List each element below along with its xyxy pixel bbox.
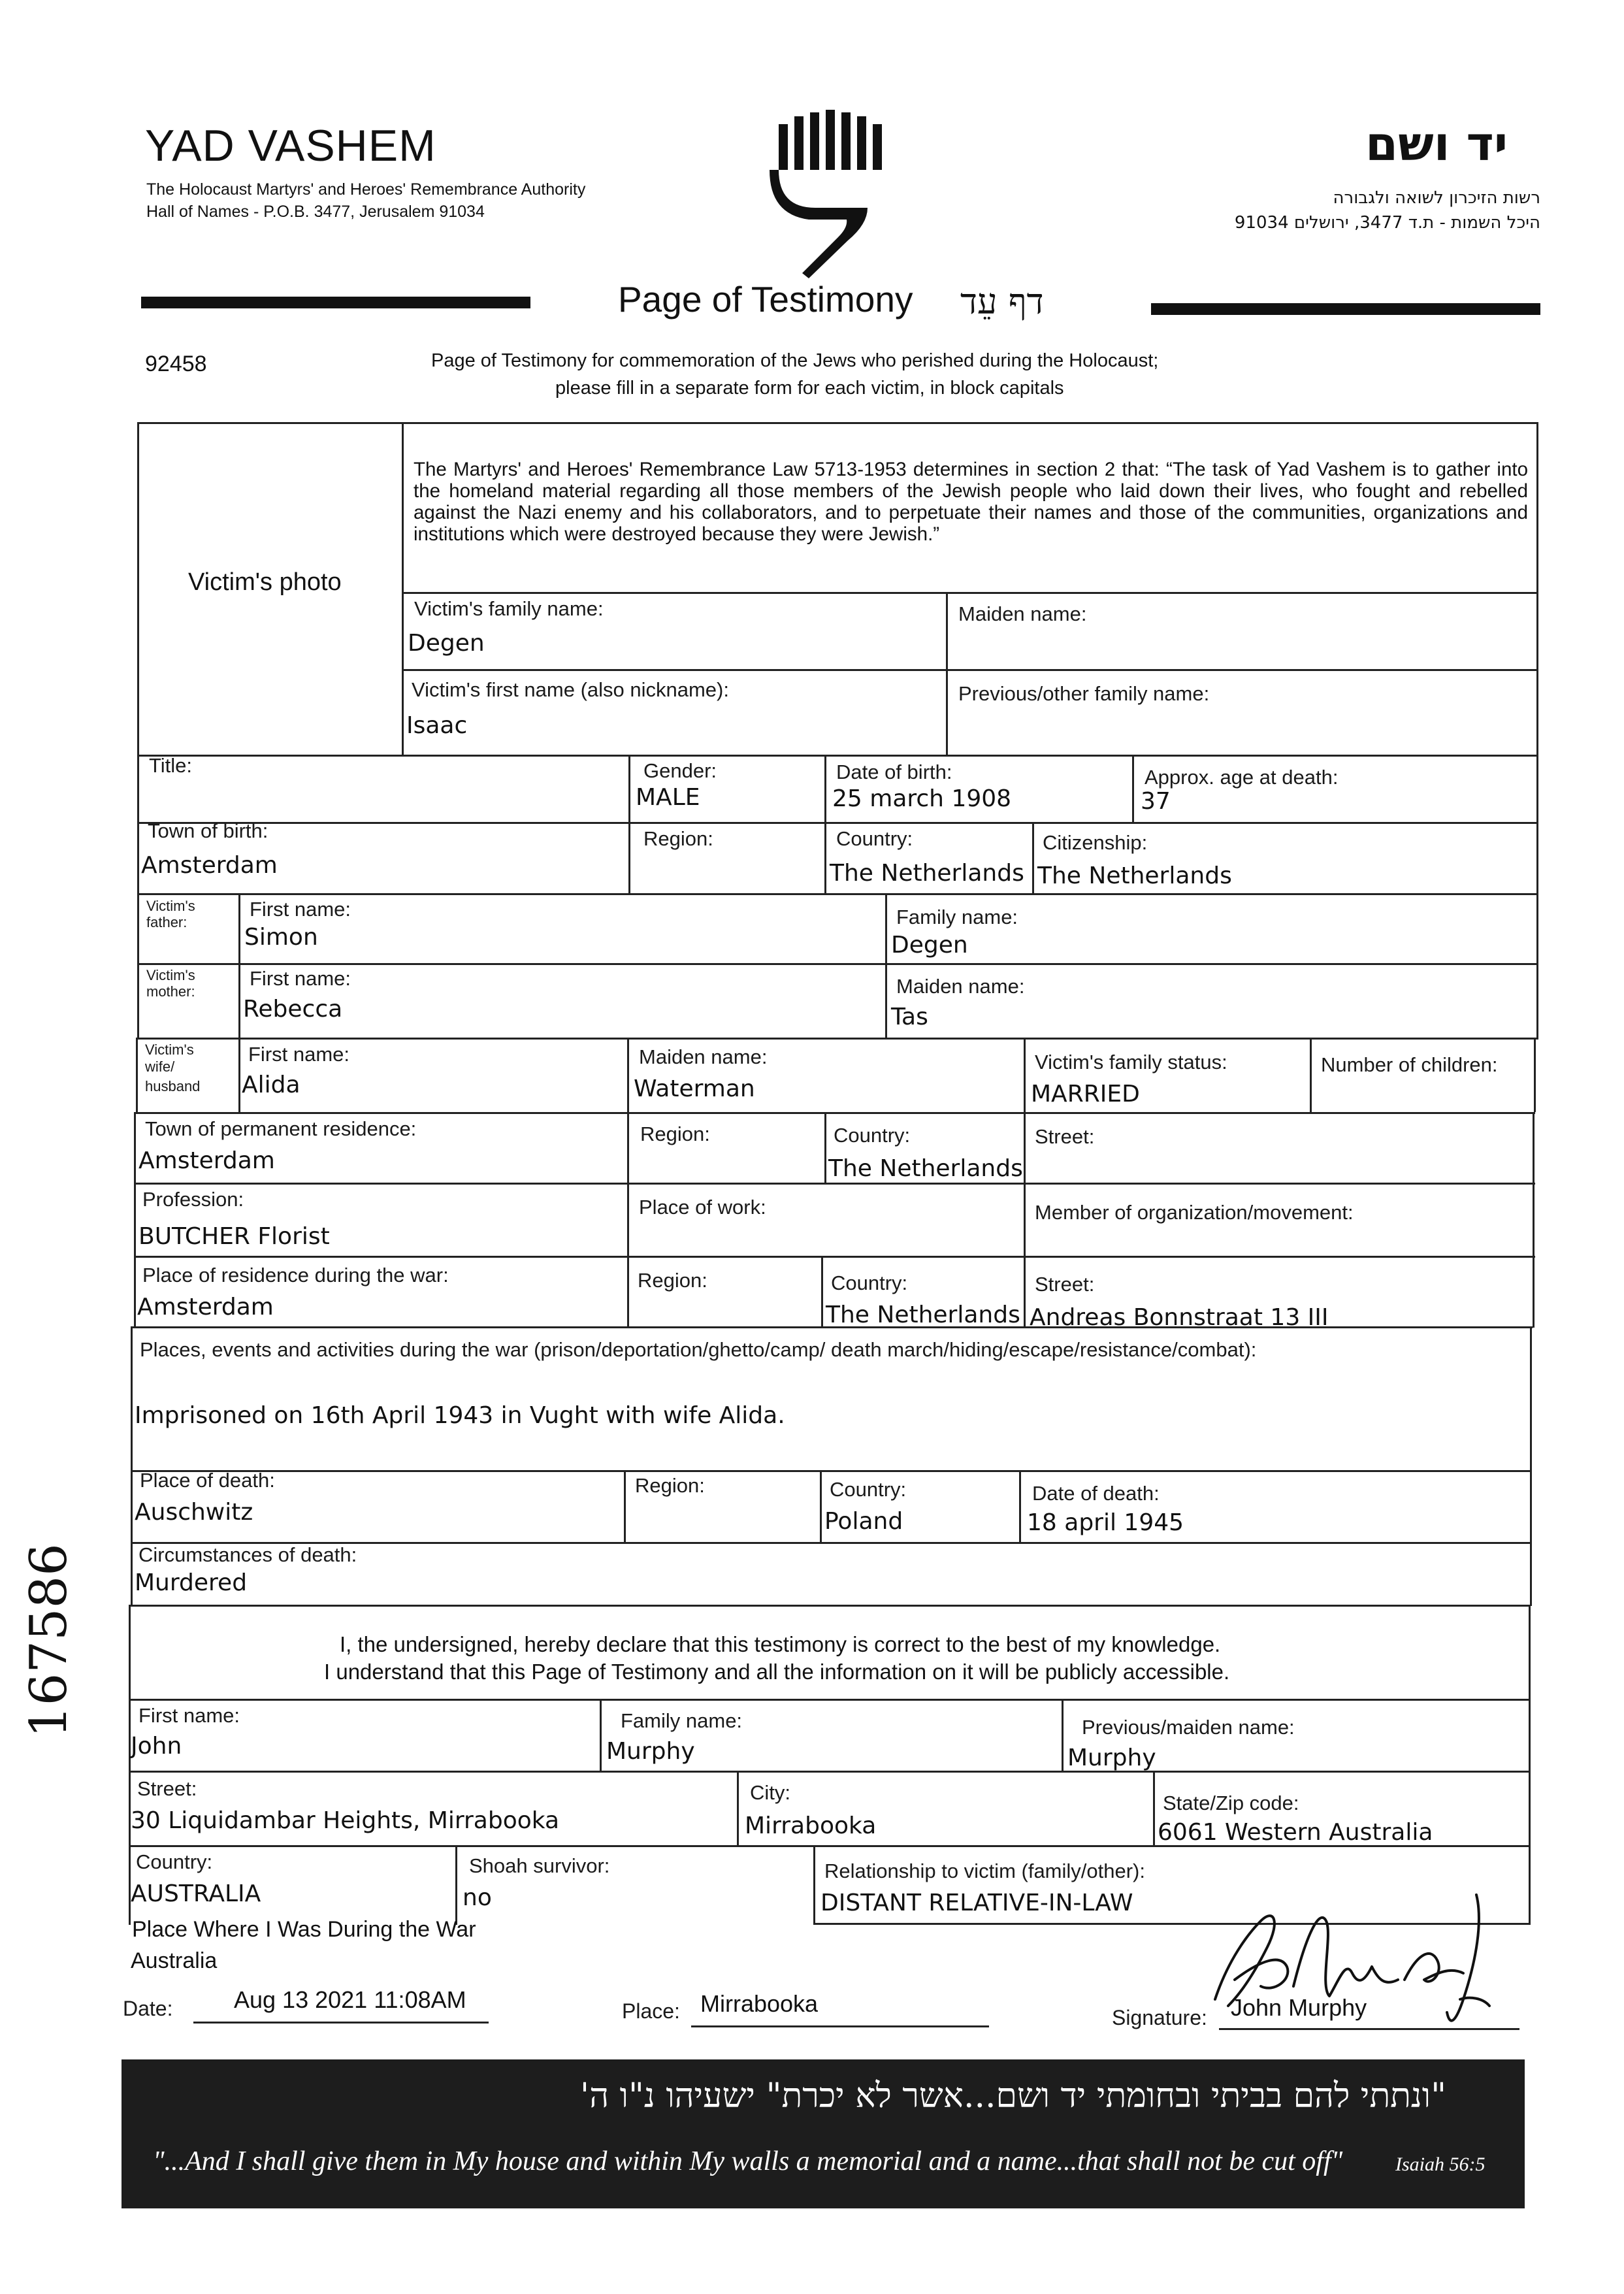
submitter-family-value[interactable]: Murphy bbox=[606, 1738, 695, 1765]
rule bbox=[137, 755, 139, 824]
rule bbox=[1153, 1771, 1155, 1846]
war-place-value[interactable]: Amsterdam bbox=[137, 1294, 274, 1320]
first-name-value[interactable]: Isaac bbox=[406, 712, 468, 739]
relationship-value[interactable]: DISTANT RELATIVE-IN-LAW bbox=[820, 1890, 1133, 1916]
form-number: 92458 bbox=[145, 352, 207, 376]
margin-note: 167586 bbox=[20, 1543, 78, 1738]
rule bbox=[137, 422, 139, 757]
death-place-value[interactable]: Auschwitz bbox=[135, 1499, 253, 1526]
father-row-label: Victim's father: bbox=[146, 898, 195, 931]
mother-first-label: First name: bbox=[250, 967, 351, 990]
spouse-row-label-3: husband bbox=[145, 1078, 201, 1094]
declaration-line-1: I, the undersigned, hereby declare that this testimony is correct to the best of my knowledge. bbox=[340, 1632, 1221, 1656]
rule bbox=[1529, 1605, 1531, 1925]
death-date-label: Date of death: bbox=[1032, 1482, 1160, 1505]
rule bbox=[129, 1605, 131, 1925]
rule bbox=[1062, 1699, 1064, 1772]
header-rule-right bbox=[1151, 303, 1540, 315]
footer-citation: Isaiah 56:5 bbox=[1395, 2154, 1486, 2175]
residence-town-label: Town of permanent residence: bbox=[145, 1117, 417, 1140]
war-street-value[interactable]: Andreas Bonnstraat 13 III bbox=[1030, 1304, 1329, 1331]
war-country-label: Country: bbox=[831, 1271, 908, 1294]
father-family-label: Family name: bbox=[896, 906, 1018, 928]
rule bbox=[137, 1038, 1538, 1040]
father-first-value[interactable]: Simon bbox=[244, 924, 318, 951]
footer-english-quote: "...And I shall give them in My house and within My walls a memorial and a name...that shall not be cut off" bbox=[153, 2146, 1343, 2176]
events-value[interactable]: Imprisoned on 16th April 1943 in Vught with wife Alida. bbox=[135, 1402, 785, 1429]
submitter-city-value[interactable]: Mirrabooka bbox=[745, 1812, 877, 1839]
family-name-value[interactable]: Degen bbox=[408, 630, 485, 657]
submitter-country-label: Country: bbox=[136, 1850, 213, 1873]
region-label: Region: bbox=[643, 827, 713, 850]
footer-hebrew-quote: "ונתתי להם בביתי ובחומתי יד ושם...אשר לא יכרת" ישעיהו נ"ו ה' bbox=[579, 2076, 1446, 2116]
shoah-survivor-value[interactable]: no bbox=[463, 1884, 492, 1911]
rule bbox=[137, 893, 1538, 895]
rule bbox=[824, 755, 826, 824]
father-family-value[interactable]: Degen bbox=[891, 932, 968, 959]
submitter-street-label: Street: bbox=[137, 1777, 197, 1800]
war-street-label: Street: bbox=[1035, 1273, 1095, 1296]
residence-country-value[interactable]: The Netherlands bbox=[828, 1155, 1023, 1182]
rule bbox=[137, 422, 1538, 424]
footer-banner bbox=[122, 2059, 1525, 2208]
submitter-country-value[interactable]: AUSTRALIA bbox=[131, 1880, 261, 1907]
photo-label: Victim's photo bbox=[188, 568, 342, 596]
rule bbox=[1310, 1038, 1312, 1112]
mother-first-value[interactable]: Rebecca bbox=[243, 996, 343, 1023]
rule bbox=[129, 1771, 1529, 1773]
submitter-street-value[interactable]: 30 Liquidambar Heights, Mirrabooka bbox=[131, 1807, 560, 1834]
country-birth-value[interactable]: The Netherlands bbox=[830, 860, 1024, 887]
submitter-state-value[interactable]: 6061 Western Australia bbox=[1158, 1819, 1433, 1846]
rule bbox=[821, 1256, 823, 1328]
rule bbox=[628, 822, 630, 895]
gender-label: Gender: bbox=[643, 759, 717, 782]
rule bbox=[137, 755, 1538, 757]
page-title: Page of Testimony bbox=[618, 279, 913, 320]
rule bbox=[1530, 1542, 1532, 1606]
org-subtitle: The Holocaust Martyrs' and Heroes' Remembrance Authority bbox=[146, 180, 586, 199]
war-country-value[interactable]: The Netherlands bbox=[826, 1302, 1020, 1328]
rule bbox=[131, 1326, 133, 1471]
submitter-first-value[interactable]: John bbox=[131, 1733, 182, 1760]
submitter-prev-label: Previous/maiden name: bbox=[1082, 1716, 1295, 1739]
submitter-city-label: City: bbox=[750, 1781, 790, 1804]
residence-street-label: Street: bbox=[1035, 1125, 1095, 1148]
org-name: YAD VASHEM bbox=[145, 121, 436, 171]
maiden-name-label: Maiden name: bbox=[958, 602, 1087, 625]
org-address: Hall of Names - P.O.B. 3477, Jerusalem 91034 bbox=[146, 203, 485, 221]
rule bbox=[129, 1699, 1529, 1701]
hebrew-org-address: היכל השמות - ת.ד 3477, ירושלים 91034 bbox=[1234, 213, 1540, 233]
date-underline bbox=[193, 2022, 489, 2024]
intro-line-2: please fill in a separate form for each victim, in block capitals bbox=[555, 378, 1064, 399]
mother-maiden-value[interactable]: Tas bbox=[891, 1004, 928, 1030]
shoah-survivor-label: Shoah survivor: bbox=[469, 1854, 610, 1877]
work-label: Place of work: bbox=[639, 1196, 766, 1219]
signature-underline bbox=[1219, 2028, 1519, 2030]
residence-country-label: Country: bbox=[834, 1124, 911, 1147]
rule bbox=[402, 422, 404, 757]
town-birth-value[interactable]: Amsterdam bbox=[141, 852, 278, 879]
rule bbox=[1132, 755, 1134, 824]
date-value[interactable]: Aug 13 2021 11:08AM bbox=[234, 1986, 466, 2013]
rule bbox=[131, 1542, 133, 1606]
rule bbox=[134, 1256, 1535, 1258]
place-underline bbox=[691, 2025, 989, 2027]
family-status-label: Victim's family status: bbox=[1035, 1051, 1227, 1073]
rule bbox=[628, 755, 630, 824]
page-title-hebrew: דף עֵד bbox=[960, 281, 1044, 322]
war-place-label: Place of residence during the war: bbox=[142, 1264, 449, 1286]
rule bbox=[238, 1038, 240, 1112]
rule bbox=[1530, 1326, 1532, 1471]
rule bbox=[1024, 1112, 1026, 1328]
hebrew-org-subtitle: רשות הזיכרון לשואה ולגבורה bbox=[1333, 188, 1540, 208]
rule bbox=[131, 1470, 133, 1543]
town-birth-label: Town of birth: bbox=[148, 819, 268, 842]
rule bbox=[455, 1845, 457, 1925]
member-label: Member of organization/movement: bbox=[1035, 1201, 1354, 1224]
gender-value[interactable]: MALE bbox=[636, 784, 700, 811]
father-first-label: First name: bbox=[250, 898, 351, 921]
mother-maiden-label: Maiden name: bbox=[896, 975, 1025, 998]
family-name-label: Victim's family name: bbox=[414, 597, 604, 620]
war-location-label: Place Where I Was During the War bbox=[132, 1917, 476, 1942]
submitter-state-label: State/Zip code: bbox=[1163, 1792, 1299, 1814]
spouse-first-label: First name: bbox=[248, 1043, 350, 1066]
profession-value[interactable]: BUTCHER Florist bbox=[138, 1223, 330, 1250]
spouse-row-label-2: wife/ bbox=[145, 1058, 175, 1075]
death-country-label: Country: bbox=[830, 1478, 907, 1501]
submitter-family-label: Family name: bbox=[621, 1709, 743, 1732]
residence-region-label: Region: bbox=[640, 1122, 710, 1145]
rule bbox=[1032, 822, 1034, 895]
rule bbox=[1019, 1470, 1021, 1543]
dob-value[interactable]: 25 march 1908 bbox=[832, 785, 1012, 812]
spouse-maiden-value[interactable]: Waterman bbox=[634, 1075, 755, 1102]
rule bbox=[1536, 422, 1538, 757]
rule bbox=[813, 1845, 815, 1925]
place-value[interactable]: Mirrabooka bbox=[700, 1990, 819, 2017]
death-place-label: Place of death: bbox=[140, 1469, 275, 1492]
death-circumstances-value[interactable]: Murdered bbox=[135, 1569, 248, 1596]
signature-name: John Murphy bbox=[1231, 1994, 1367, 2021]
date-label: Date: bbox=[123, 1997, 173, 2020]
rule bbox=[136, 1038, 138, 1112]
citizenship-label: Citizenship: bbox=[1043, 831, 1148, 854]
rule bbox=[134, 1183, 1535, 1185]
rule bbox=[1536, 893, 1538, 1038]
rule bbox=[1536, 822, 1538, 895]
residence-town-value[interactable]: Amsterdam bbox=[138, 1147, 275, 1174]
rule bbox=[137, 822, 1538, 824]
profession-label: Profession: bbox=[142, 1188, 244, 1211]
rule bbox=[134, 1112, 136, 1328]
rule bbox=[737, 1771, 739, 1846]
rule bbox=[402, 669, 1538, 671]
events-label: Places, events and activities during the war (prison/deportation/ghetto/camp/ death march/hiding/escape/resistance/combat): bbox=[140, 1338, 1257, 1361]
rule bbox=[820, 1470, 822, 1543]
place-label: Place: bbox=[622, 1999, 680, 2023]
war-location-value[interactable]: Australia bbox=[131, 1948, 218, 1973]
signature-label: Signature: bbox=[1112, 2006, 1207, 2029]
rule bbox=[1536, 755, 1538, 824]
spouse-maiden-label: Maiden name: bbox=[639, 1045, 768, 1068]
spouse-row-label-1: Victim's bbox=[145, 1041, 194, 1058]
rule bbox=[129, 1605, 1530, 1607]
death-circumstances-label: Circumstances of death: bbox=[138, 1543, 357, 1566]
previous-name-label: Previous/other family name: bbox=[958, 682, 1210, 705]
relationship-label: Relationship to victim (family/other): bbox=[824, 1860, 1145, 1882]
mother-row-label: Victim's mother: bbox=[146, 967, 195, 1000]
country-label: Country: bbox=[836, 827, 913, 850]
law-text: The Martyrs' and Heroes' Remembrance Law 5713-1953 determines in section 2 that: “The task of Yad Vashem is to gather into the homeland material regarding all those members of the Jewish people who laid down their lives, who fought and rebelled against the Nazi enemy and his collaborators, and to perpetuate their names and those of the communities, organizations and institutions which were destroyed because they were Jewish.” bbox=[414, 459, 1528, 545]
rule bbox=[131, 1470, 1532, 1472]
header-rule-left bbox=[141, 297, 530, 308]
rule bbox=[627, 1038, 629, 1112]
submitter-first-label: First name: bbox=[138, 1704, 240, 1727]
intro-line-1: Page of Testimony for commemoration of the Jews who perished during the Holocaust; bbox=[431, 350, 1159, 371]
rule bbox=[1530, 1470, 1532, 1543]
title-label: Title: bbox=[149, 754, 193, 777]
rule bbox=[1024, 1038, 1026, 1112]
age-label: Approx. age at death: bbox=[1145, 766, 1339, 789]
rule bbox=[824, 822, 826, 895]
rule bbox=[627, 1112, 629, 1328]
dob-label: Date of birth: bbox=[836, 761, 952, 783]
death-date-value[interactable]: 18 april 1945 bbox=[1027, 1509, 1184, 1536]
declaration-line-2: I understand that this Page of Testimony and all the information on it will be publicly accessible. bbox=[324, 1660, 1230, 1684]
age-value[interactable]: 37 bbox=[1141, 788, 1171, 815]
rule bbox=[885, 893, 887, 1038]
rule bbox=[402, 592, 1538, 594]
rule bbox=[946, 592, 948, 757]
death-region-label: Region: bbox=[635, 1474, 705, 1497]
rule bbox=[1533, 1112, 1535, 1328]
rule bbox=[137, 963, 1538, 965]
rule bbox=[1534, 1038, 1536, 1112]
children-label: Number of children: bbox=[1321, 1053, 1498, 1076]
submitter-prev-value[interactable]: Murphy bbox=[1067, 1745, 1156, 1771]
rule bbox=[137, 822, 139, 895]
war-region-label: Region: bbox=[638, 1269, 707, 1292]
rule bbox=[238, 893, 240, 1038]
rule bbox=[134, 1112, 1535, 1114]
rule bbox=[624, 1470, 626, 1543]
death-country-value[interactable]: Poland bbox=[824, 1508, 903, 1535]
spouse-first-value[interactable]: Alida bbox=[242, 1072, 300, 1098]
rule bbox=[137, 893, 139, 1038]
hebrew-org-name: יד ושם bbox=[1365, 116, 1508, 171]
first-name-label: Victim's first name (also nickname): bbox=[412, 678, 729, 701]
family-status-value[interactable]: MARRIED bbox=[1031, 1081, 1140, 1107]
yad-vashem-logo bbox=[770, 110, 894, 280]
rule bbox=[824, 1112, 826, 1184]
citizenship-value[interactable]: The Netherlands bbox=[1037, 862, 1232, 889]
rule bbox=[600, 1699, 602, 1772]
